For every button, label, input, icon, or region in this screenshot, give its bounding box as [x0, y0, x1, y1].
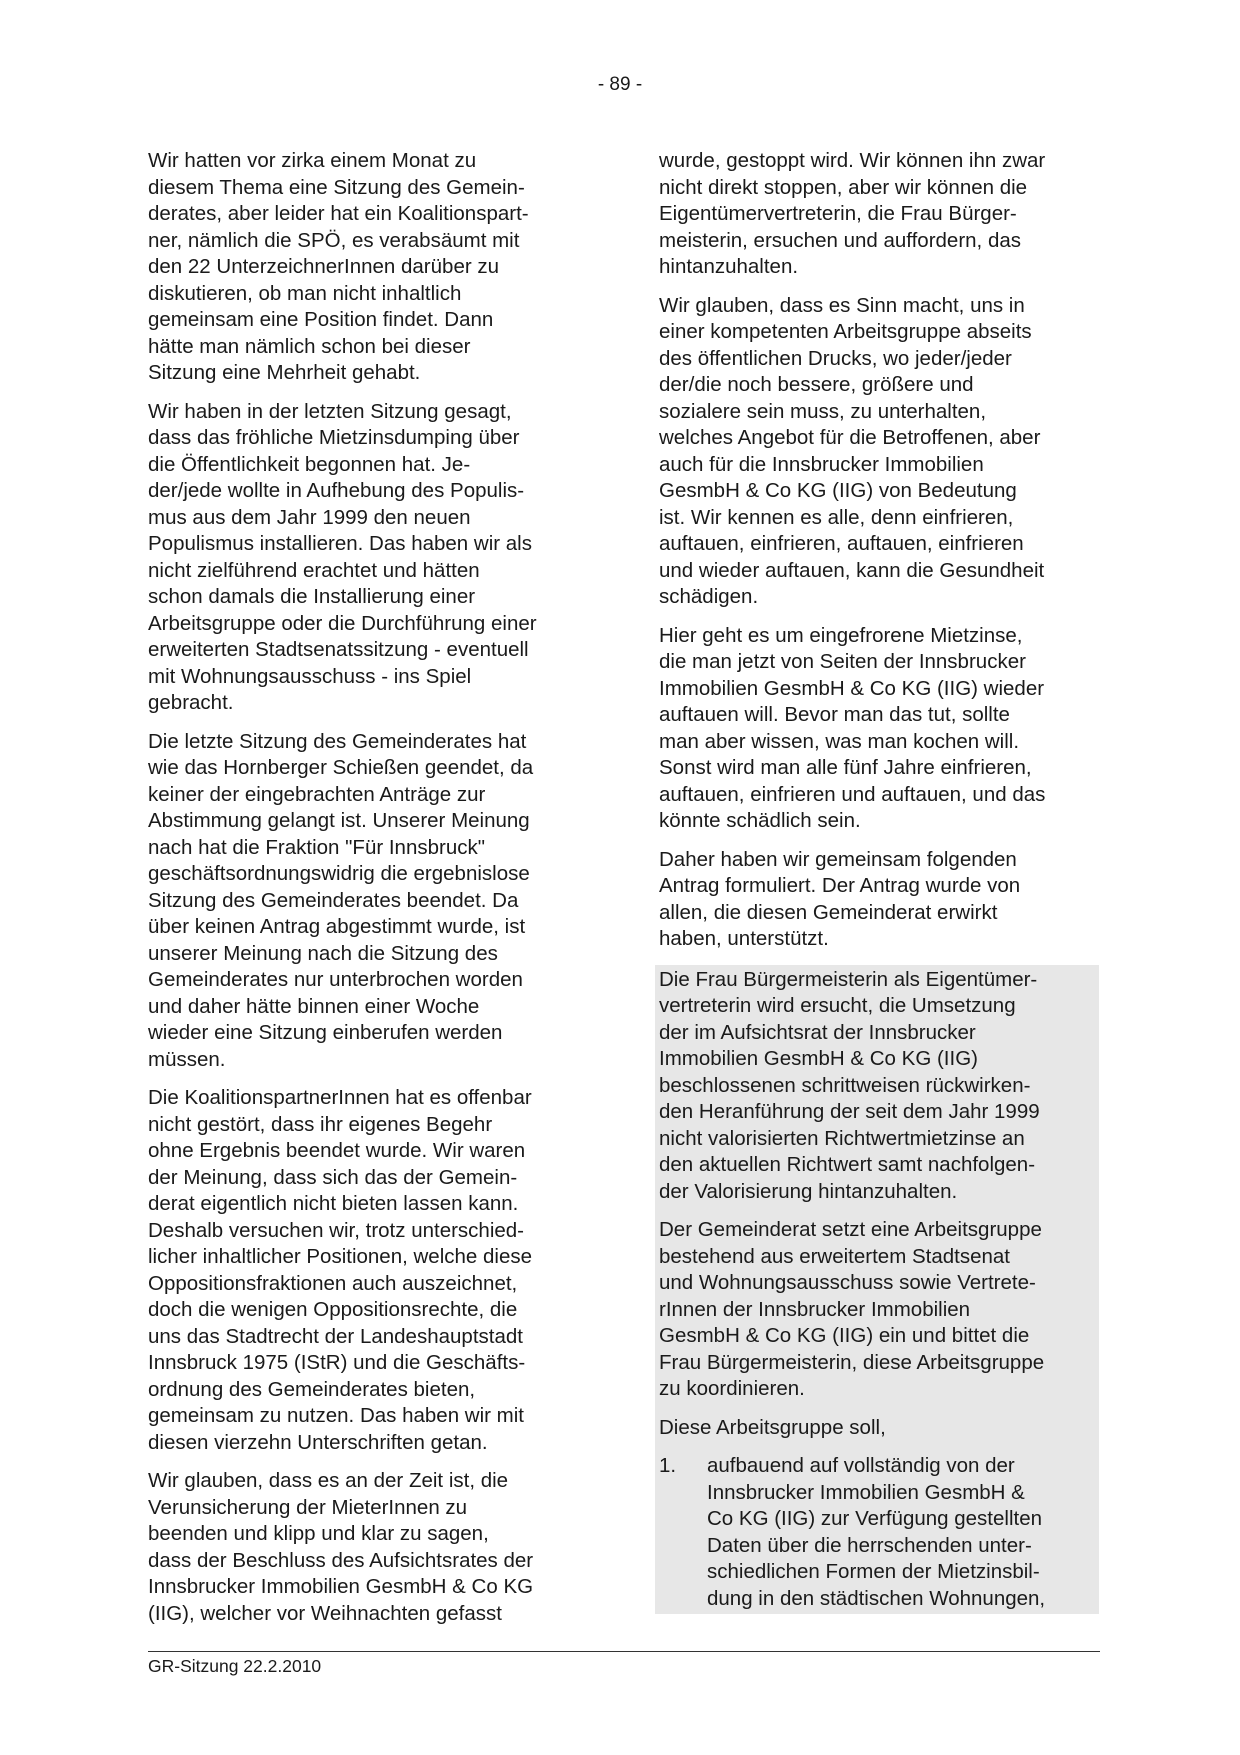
text-line: beschlossenen schrittweisen rückwirken- — [659, 1073, 1031, 1097]
text-line: unserer Meinung nach die Sitzung des — [148, 941, 498, 965]
text-line: GesmbH & Co KG (IIG) von Bedeutung — [659, 479, 1017, 502]
text-line: einer kompetenten Arbeitsgruppe abseits — [659, 320, 1032, 343]
text-line: Abstimmung gelangt ist. Unserer Meinung — [148, 809, 530, 832]
text-line: geschäftsordnungswidrig die ergebnislose — [148, 862, 530, 885]
paragraph — [659, 148, 1099, 281]
text-line: zu koordinieren. — [659, 1377, 805, 1400]
text-line: Oppositionsfraktionen auch auszeichnet, — [148, 1271, 518, 1295]
text-line: dass der Beschluss des Aufsichtsrates der — [148, 1548, 534, 1572]
text-line: derates, aber leider hat ein Koalitionspart- — [148, 202, 529, 225]
text-line: gemeinsam eine Position findet. Dann — [148, 308, 494, 331]
text-line: welches Angebot für die Betroffenen, aber — [659, 426, 1041, 449]
text-line: Die KoalitionspartnerInnen hat es offenbar — [148, 1086, 532, 1109]
text-line: hintanzuhalten. — [659, 255, 799, 278]
text-line: Antrag formuliert. Der Antrag wurde von — [659, 874, 1021, 897]
text-line: dass das fröhliche Mietzinsdumping über — [148, 426, 520, 449]
list-item — [659, 1453, 1099, 1612]
text-line: nach hat die Fraktion "Für Innsbruck" — [148, 835, 486, 859]
text-line: hätte man nämlich schon bei dieser — [148, 334, 471, 358]
text-line: wurde, gestoppt wird. Wir können ihn zwar — [659, 149, 1046, 172]
text-line: die Öffentlichkeit begonnen hat. Je- — [148, 452, 471, 476]
text-line: auftauen, einfrieren und auftauen, und das — [659, 782, 1046, 806]
text-line: sozialere sein muss, zu unterhalten, — [659, 399, 987, 423]
text-line: über keinen Antrag abgestimmt wurde, ist — [148, 915, 526, 938]
text-line: den 22 UnterzeichnerInnen darüber zu — [148, 255, 500, 278]
text-line: Innsbrucker Immobilien GesmbH & Co KG — [148, 1575, 534, 1598]
text-line: auftauen, einfrieren, auftauen, einfrieren — [659, 532, 1024, 555]
text-line: der Valorisierung hintanzuhalten. — [659, 1179, 958, 1203]
text-line: Immobilien GesmbH & Co KG (IIG) — [659, 1047, 978, 1070]
text-line: mus aus dem Jahr 1999 den neuen — [148, 505, 471, 529]
text-line: Hier geht es um eingefrorene Mietzinse, — [659, 623, 1023, 647]
text-line: aufbauend auf vollständig von der — [707, 1454, 1015, 1477]
text-line: Frau Bürgermeisterin, diese Arbeitsgruppe — [659, 1350, 1045, 1374]
text-line: der im Aufsichtsrat der Innsbrucker — [659, 1020, 976, 1044]
text-line: Daten über die herrschenden unter- — [707, 1533, 1032, 1557]
list-item-number: 1. — [659, 1454, 677, 1477]
footer-divider — [148, 1651, 1100, 1652]
text-line: vertreterin wird ersucht, die Umsetzung — [659, 994, 1016, 1017]
text-line: und wieder auftauen, kann die Gesundheit — [659, 558, 1045, 582]
text-line: Eigentümervertreterin, die Frau Bürger- — [659, 202, 1017, 225]
text-line: bestehend aus erweitertem Stadtsenat — [659, 1244, 1010, 1268]
motion-paragraph — [659, 1217, 1099, 1403]
text-line: licher inhaltlicher Positionen, welche diese — [148, 1245, 533, 1268]
text-line: beenden und klipp und klar zu sagen, — [148, 1522, 489, 1545]
motion-text-block — [655, 965, 1099, 1615]
text-line: schiedlichen Formen der Mietzinsbil- — [707, 1560, 1040, 1583]
right-column — [659, 148, 1099, 1614]
text-line: Gemeinderates nur unterbrochen worden — [148, 968, 523, 991]
paragraph — [148, 1085, 584, 1456]
text-line: auftauen will. Bevor man das tut, sollte — [659, 703, 1010, 726]
text-line: derat eigentlich nicht bieten lassen kann. — [148, 1192, 519, 1215]
text-line: erweiterten Stadtsenatssitzung - eventuell — [148, 638, 529, 661]
text-line: Populismus installieren. Das haben wir als — [148, 532, 532, 555]
text-line: Wir glauben, dass es Sinn macht, uns in — [659, 293, 1025, 317]
text-line: könnte schädlich sein. — [659, 809, 861, 832]
text-line: man aber wissen, was man kochen will. — [659, 729, 1020, 753]
text-line: gemeinsam zu nutzen. Das haben wir mit — [148, 1404, 525, 1427]
text-line: der/die noch bessere, größere und — [659, 373, 974, 396]
text-line: rInnen der Innsbrucker Immobilien — [659, 1297, 971, 1321]
paragraph — [659, 623, 1099, 835]
paragraph — [148, 729, 584, 1074]
text-line: Sonst wird man alle fünf Jahre einfrieren, — [659, 756, 1032, 779]
text-line: Immobilien GesmbH & Co KG (IIG) wieder — [659, 676, 1045, 700]
text-line: Arbeitsgruppe oder die Durchführung einer — [148, 611, 537, 635]
text-line: gebracht. — [148, 691, 234, 714]
text-line: ner, nämlich die SPÖ, es verabsäumt mit — [148, 228, 520, 252]
list-item-text — [707, 1453, 1099, 1612]
text-line: nicht direkt stoppen, aber wir können die — [659, 175, 1028, 199]
text-line: der/jede wollte in Aufhebung des Populis- — [148, 479, 525, 502]
text-line: ohne Ergebnis beendet wurde. Wir waren — [148, 1139, 526, 1162]
footer-session-date: GR-Sitzung 22.2.2010 — [148, 1656, 322, 1676]
text-line: ist. Wir kennen es alle, denn einfrieren, — [659, 505, 1014, 529]
text-line: Die Frau Bürgermeisterin als Eigentümer- — [659, 967, 1038, 991]
text-line: nicht zielführend erachtet und hätten — [148, 558, 480, 582]
text-line: der Meinung, dass sich das der Gemein- — [148, 1165, 518, 1189]
left-column — [148, 148, 584, 1639]
text-line: uns das Stadtrecht der Landeshauptstadt — [148, 1324, 523, 1348]
text-line: allen, die diesen Gemeinderat erwirkt — [659, 900, 998, 924]
text-line: diskutieren, ob man nicht inhaltlich — [148, 281, 462, 305]
text-line: Co KG (IIG) zur Verfügung gestellten — [707, 1507, 1042, 1530]
text-line: den aktuellen Richtwert samt nachfolgen- — [659, 1153, 1036, 1176]
text-line: Deshalb versuchen wir, trotz unterschied- — [148, 1218, 525, 1242]
text-line: und daher hätte binnen einer Woche — [148, 994, 480, 1018]
text-line: Wir hatten vor zirka einem Monat zu — [148, 149, 477, 172]
text-line: Der Gemeinderat setzt eine Arbeitsgruppe — [659, 1218, 1042, 1241]
text-line: dung in den städtischen Wohnungen, — [707, 1586, 1046, 1610]
text-line: auch für die Innsbrucker Immobilien — [659, 452, 984, 476]
text-line: den Heranführung der seit dem Jahr 1999 — [659, 1100, 1040, 1123]
motion-paragraph — [659, 1415, 1099, 1442]
text-line: diesen vierzehn Unterschriften getan. — [148, 1430, 488, 1454]
paragraph — [148, 148, 584, 387]
text-line: nicht valorisierten Richtwertmietzinse an — [659, 1126, 1025, 1150]
text-line: müssen. — [148, 1047, 226, 1071]
text-line: mit Wohnungsausschuss - ins Spiel — [148, 664, 472, 688]
text-line: schon damals die Installierung einer — [148, 585, 476, 608]
text-line: Wir haben in der letzten Sitzung gesagt, — [148, 399, 512, 423]
text-line: des öffentlichen Drucks, wo jeder/jeder — [659, 346, 1012, 370]
text-line: Verunsicherung der MieterInnen zu — [148, 1495, 468, 1519]
text-line: diesem Thema eine Sitzung des Gemein- — [148, 175, 525, 199]
text-line: Sitzung des Gemeinderates beendet. Da — [148, 888, 519, 912]
paragraph — [148, 1468, 584, 1627]
text-line: Wir glauben, dass es an der Zeit ist, die — [148, 1469, 509, 1492]
text-line: keiner der eingebrachten Anträge zur — [148, 782, 486, 806]
text-line: GesmbH & Co KG (IIG) ein und bittet die — [659, 1324, 1030, 1347]
text-line: nicht gestört, dass ihr eigenes Begehr — [148, 1112, 493, 1136]
text-line: (IIG), welcher vor Weihnachten gefasst — [148, 1601, 502, 1625]
text-line: Sitzung eine Mehrheit gehabt. — [148, 361, 421, 384]
text-line: schädigen. — [659, 585, 759, 608]
text-line: doch die wenigen Oppositionsrechte, die — [148, 1298, 518, 1321]
paragraph — [659, 847, 1099, 953]
paragraph — [148, 399, 584, 717]
text-line: die man jetzt von Seiten der Innsbrucker — [659, 650, 1026, 673]
text-line: Diese Arbeitsgruppe soll, — [659, 1415, 886, 1439]
page-number: - 89 - — [597, 74, 643, 95]
text-line: und Wohnungsausschuss sowie Vertrete- — [659, 1271, 1036, 1294]
paragraph — [659, 293, 1099, 611]
text-line: Daher haben wir gemeinsam folgenden — [659, 847, 1017, 871]
text-line: ordnung des Gemeinderates bieten, — [148, 1377, 476, 1401]
text-line: Innsbrucker Immobilien GesmbH & — [707, 1480, 1025, 1504]
text-line: haben, unterstützt. — [659, 927, 829, 950]
text-line: Die letzte Sitzung des Gemeinderates hat — [148, 729, 527, 753]
text-line: Innsbruck 1975 (IStR) und die Geschäfts- — [148, 1351, 526, 1374]
text-line: wieder eine Sitzung einberufen werden — [148, 1021, 503, 1044]
motion-paragraph — [659, 967, 1099, 1206]
text-line: meisterin, ersuchen und auffordern, das — [659, 228, 1022, 252]
text-line: wie das Hornberger Schießen geendet, da — [148, 756, 534, 779]
